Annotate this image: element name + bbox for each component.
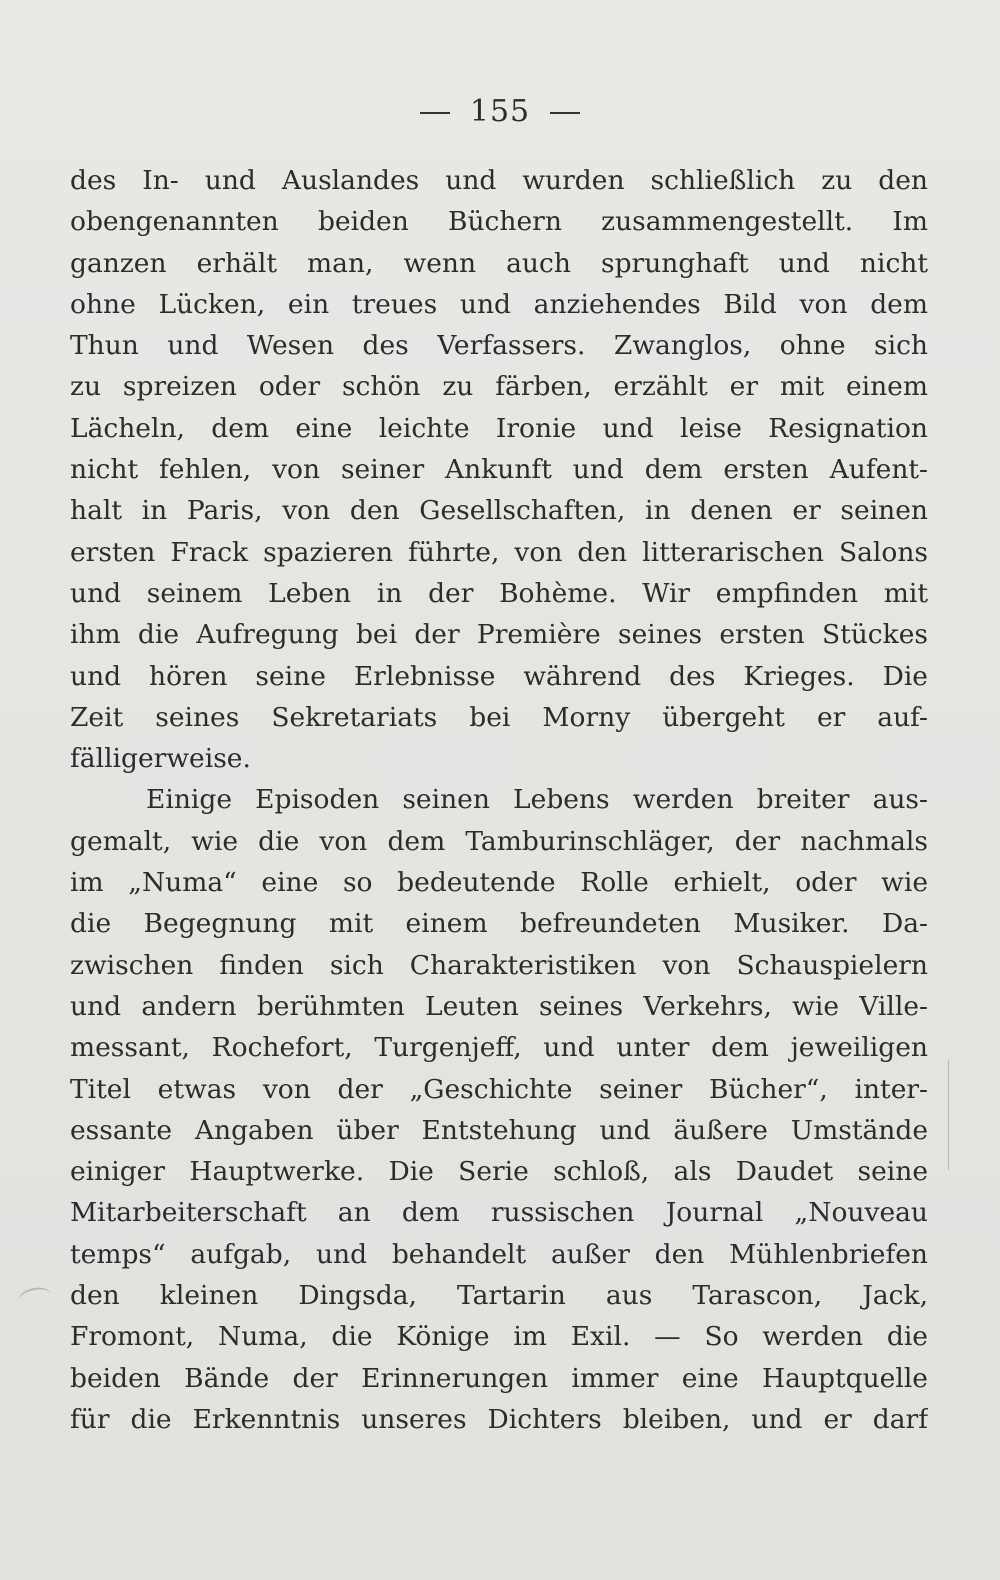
- text-line: Thun und Wesen des Verfassers. Zwanglos, ohne sich: [70, 330, 928, 362]
- text-line: und seinem Leben in der Bohème. Wir empfinden mit: [70, 577, 928, 609]
- text-line: halt in Paris, von den Gesellschaften, in denen er seinen: [70, 495, 928, 527]
- text-line: nicht fehlen, von seiner Ankunft und dem ersten Aufent-: [70, 454, 928, 486]
- text-line: ohne Lücken, ein treues und anziehendes Bild von dem: [70, 288, 928, 320]
- text-line: und andern berühmten Leuten seines Verkehrs, wie Ville-: [70, 990, 928, 1022]
- text-line: des In- und Auslandes und wurden schließlich zu den: [70, 165, 928, 196]
- text-line: die Begegnung mit einem befreundeten Musiker. Da-: [70, 908, 928, 940]
- text-line: zu spreizen oder schön zu färben, erzählt er mit einem: [70, 371, 928, 403]
- text-line: essante Angaben über Entstehung und äußere Umstände: [70, 1114, 928, 1146]
- text-line: temps“ aufgab, und behandelt außer den Mühlenbriefen: [70, 1238, 928, 1270]
- page-number: 155: [469, 94, 531, 129]
- text-line: Fromont, Numa, die Könige im Exil. — So werden die: [70, 1321, 928, 1353]
- text-line: im „Numa“ eine so bedeutende Rolle erhielt, oder wie: [70, 867, 928, 899]
- text-line: Einige Episoden seinen Lebens werden breiter aus-: [146, 784, 928, 816]
- text-line: fälligerweise.: [70, 743, 251, 775]
- text-line: messant, Rochefort, Turgenjeff, und unter dem jeweiligen: [70, 1032, 928, 1064]
- text-line: ganzen erhält man, wenn auch sprunghaft und nicht: [70, 247, 928, 279]
- text-line: gemalt, wie die von dem Tamburinschläger, der nachmals: [70, 825, 928, 857]
- margin-pencil-mark: [16, 1285, 53, 1312]
- text-line: ersten Frack spazieren führte, von den litterarischen Salons: [70, 536, 928, 568]
- text-line: obengenannten beiden Büchern zusammengestellt. Im: [70, 206, 928, 238]
- text-line: zwischen finden sich Charakteristiken von Schauspielern: [70, 949, 928, 981]
- text-line: Titel etwas von der „Geschichte seiner Bücher“, inter-: [70, 1073, 928, 1105]
- text-line: beiden Bände der Erinnerungen immer eine Hauptquelle: [70, 1362, 928, 1394]
- page-header: [0, 94, 1000, 129]
- text-line: den kleinen Dingsda, Tartarin aus Tarascon, Jack,: [70, 1280, 928, 1312]
- header-dash-right: [550, 112, 580, 114]
- text-line: ihm die Aufregung bei der Première seines ersten Stückes: [70, 619, 928, 651]
- text-line: Lächeln, dem eine leichte Ironie und leise Resignation: [70, 412, 928, 444]
- text-line: für die Erkenntnis unseres Dichters bleiben, und er darf: [70, 1403, 928, 1435]
- text-line: Zeit seines Sekretariats bei Morny übergeht er auf-: [70, 701, 928, 733]
- text-line: und hören seine Erlebnisse während des Krieges. Die: [70, 660, 928, 692]
- body-text: [70, 160, 928, 1440]
- scan-edge-line: [948, 1060, 949, 1170]
- text-line: einiger Hauptwerke. Die Serie schloß, als Daudet seine: [70, 1156, 928, 1188]
- text-line: Mitarbeiterschaft an dem russischen Journal „Nouveau: [70, 1197, 928, 1229]
- header-dash-left: [420, 112, 450, 114]
